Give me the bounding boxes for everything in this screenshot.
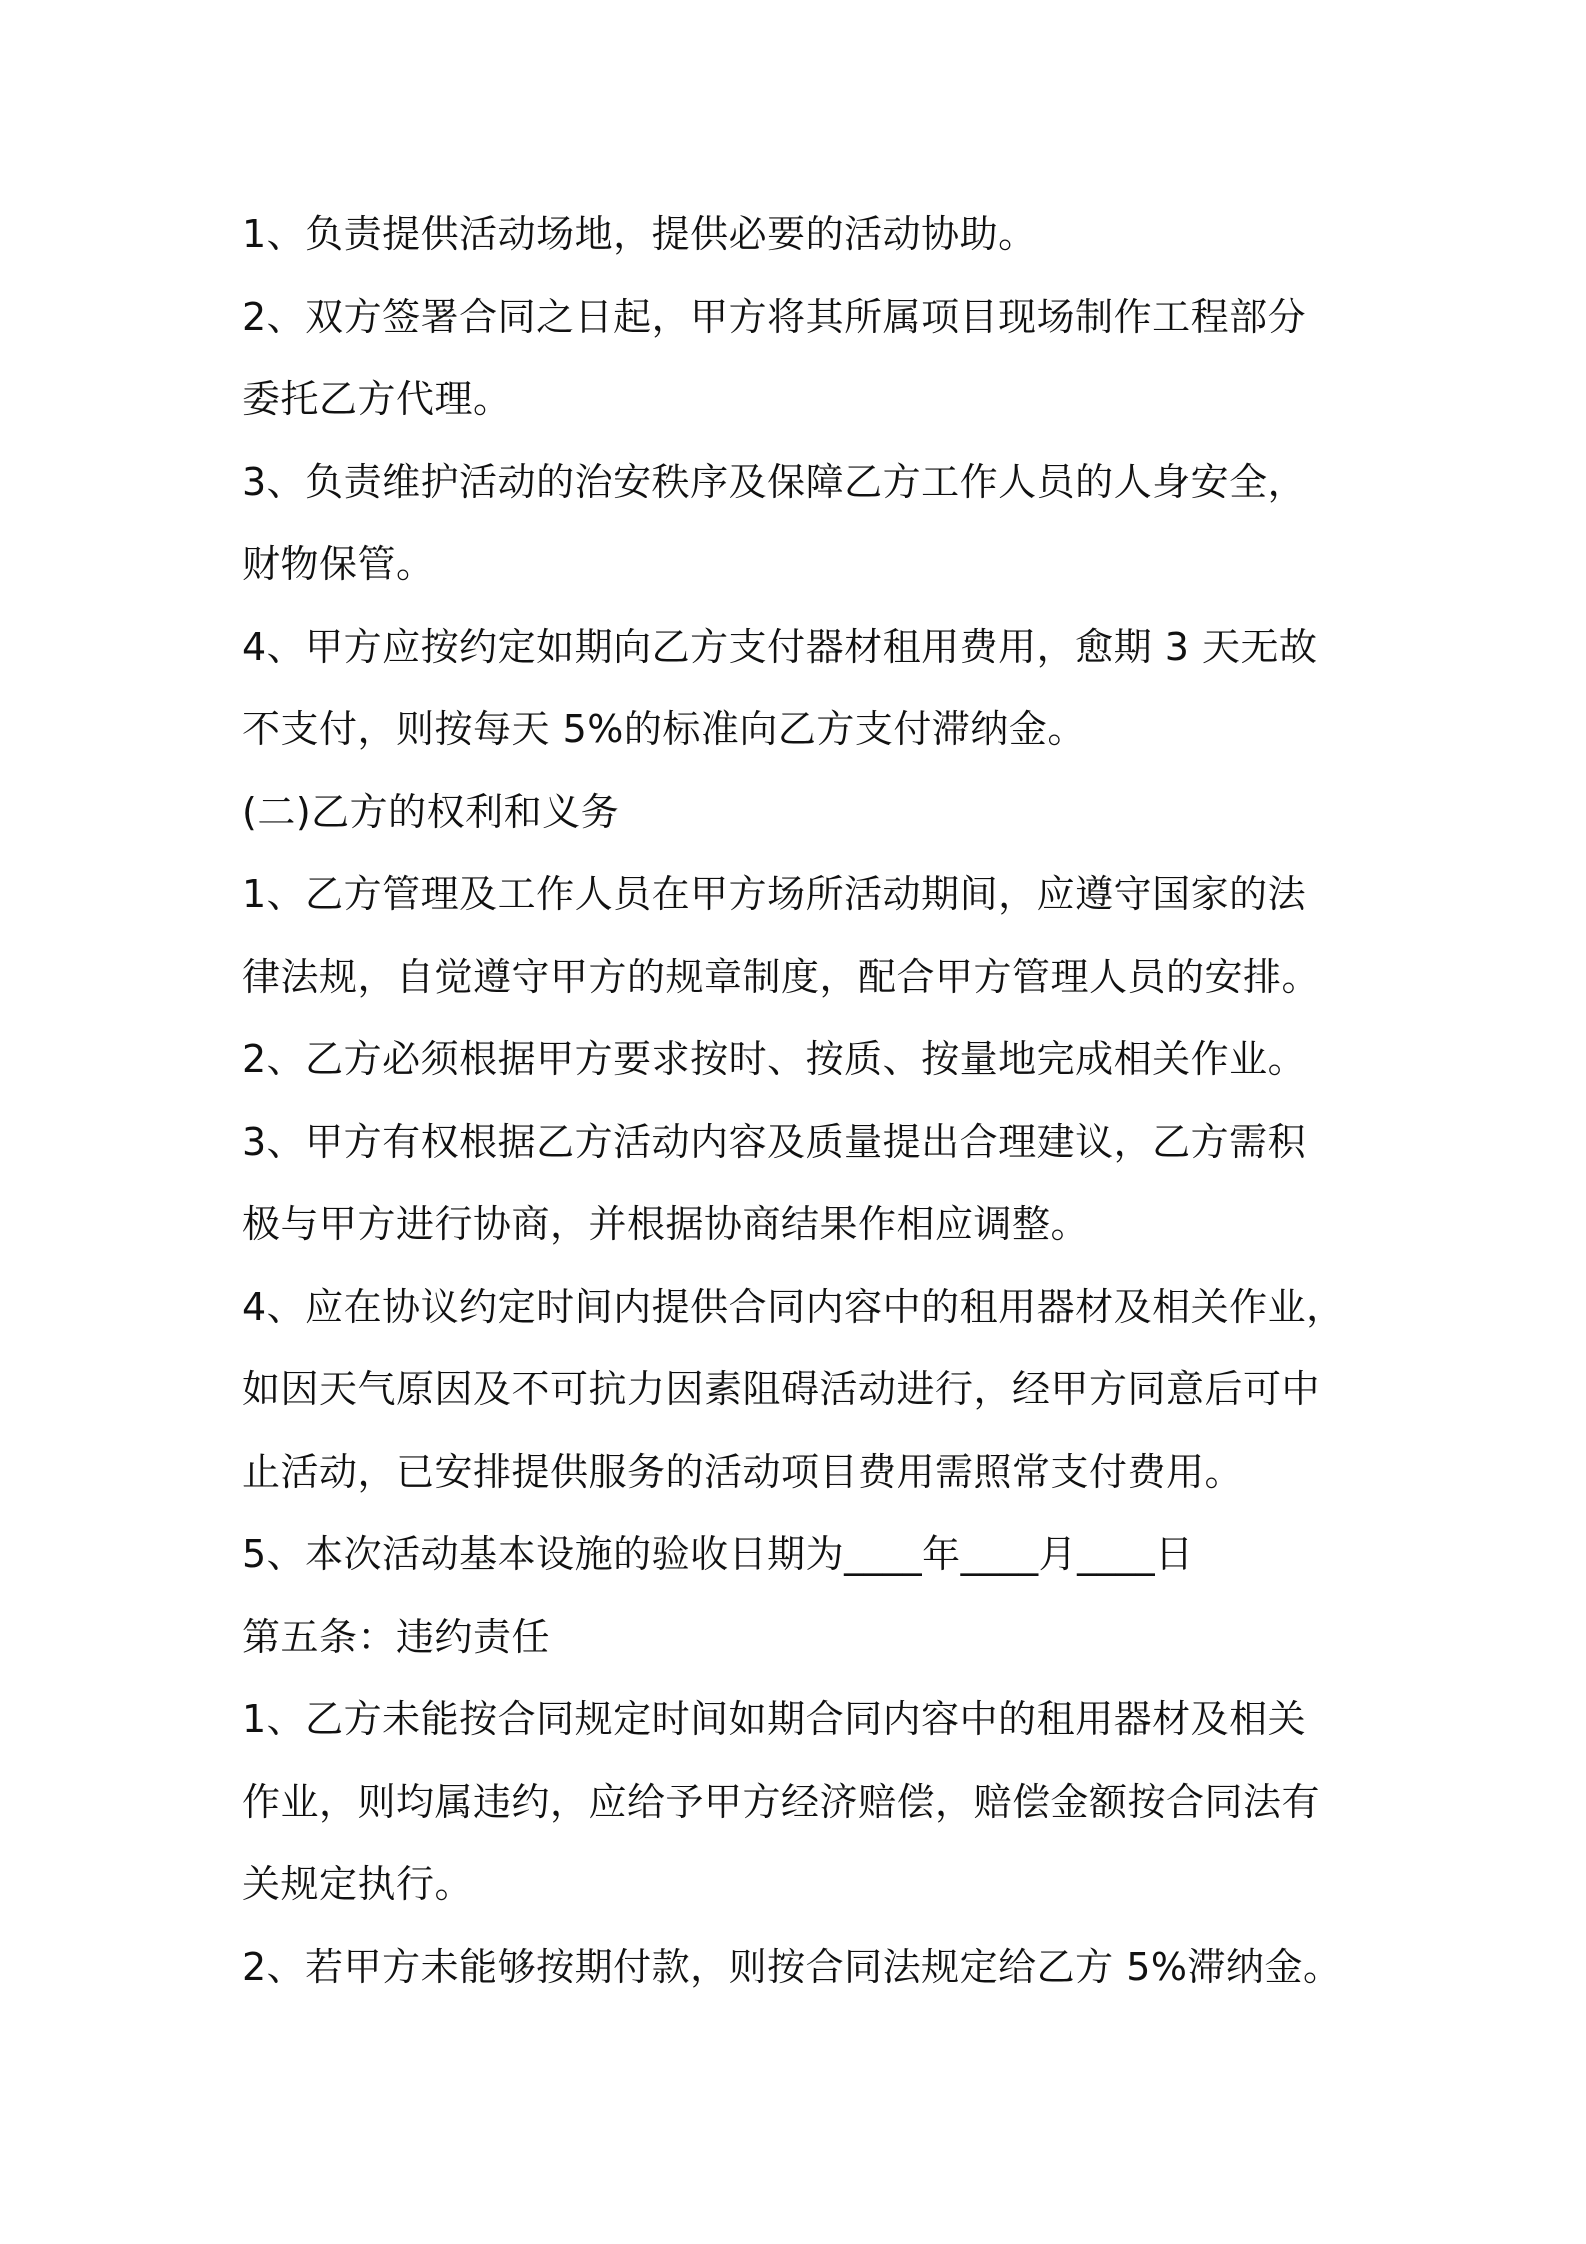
clause-4-line-2: 不支付，则按每天 5%的标准向乙方支付滞纳金。: [242, 707, 1086, 751]
clause-4-line-1: 4、甲方应按约定如期向乙方支付器材租用费用，愈期 3 天无故: [242, 624, 1318, 669]
clause-1-line-1: 1、负责提供活动场地，提供必要的活动协助。: [242, 212, 1037, 256]
clause-3-line-1: 3、负责维护活动的治安秩序及保障乙方工作人员的人身安全，: [242, 459, 1307, 504]
article-5-heading: 第五条：违约责任: [242, 1614, 551, 1659]
party-b-clause-4-line-3: 止活动，已安排提供服务的活动项目费用需照常支付费用。: [242, 1449, 1244, 1494]
party-b-clause-3-line-2: 极与甲方进行协商，并根据协商结果作相应调整。: [242, 1202, 1090, 1246]
breach-clause-1-line-1: 1、乙方未能按合同规定时间如期合同内容中的租用器材及相关: [242, 1697, 1307, 1741]
clause-2-line-2: 委托乙方代理。: [242, 377, 512, 421]
breach-clause-2-line-1: 2、若甲方未能够按期付款，则按合同法规定给乙方 5%滞纳金。: [242, 1944, 1342, 1989]
clause-3-line-2: 财物保管。: [242, 542, 435, 586]
breach-clause-1-line-2: 作业，则均属违约，应给予甲方经济赔偿，赔偿金额按合同法有: [242, 1779, 1321, 1824]
party-b-clause-4-line-1: 4、应在协议约定时间内提供合同内容中的租用器材及相关作业，: [242, 1284, 1345, 1329]
party-b-clause-4-line-2: 如因天气原因及不可抗力因素阻碍活动进行，经甲方同意后可中: [242, 1367, 1321, 1411]
party-b-clause-3-line-1: 3、甲方有权根据乙方活动内容及质量提出合理建议，乙方需积: [242, 1119, 1307, 1164]
clause-2-line-1: 2、双方签署合同之日起，甲方将其所属项目现场制作工程部分: [242, 294, 1307, 339]
document-body: [242, 193, 1382, 2008]
party-b-clause-2-line-1: 2、乙方必须根据甲方要求按时、按质、按量地完成相关作业。: [242, 1037, 1307, 1081]
breach-clause-1-line-3: 关规定执行。: [242, 1862, 474, 1906]
party-b-clause-1-line-1: 1、乙方管理及工作人员在甲方场所活动期间，应遵守国家的法: [242, 872, 1307, 916]
party-b-clause-5-line-1: 5、本次活动基本设施的验收日期为____年____月____日: [242, 1532, 1194, 1576]
section-heading-party-b: (二)乙方的权利和义务: [242, 789, 620, 834]
party-b-clause-1-line-2: 律法规，自觉遵守甲方的规章制度，配合甲方管理人员的安排。: [242, 954, 1321, 999]
